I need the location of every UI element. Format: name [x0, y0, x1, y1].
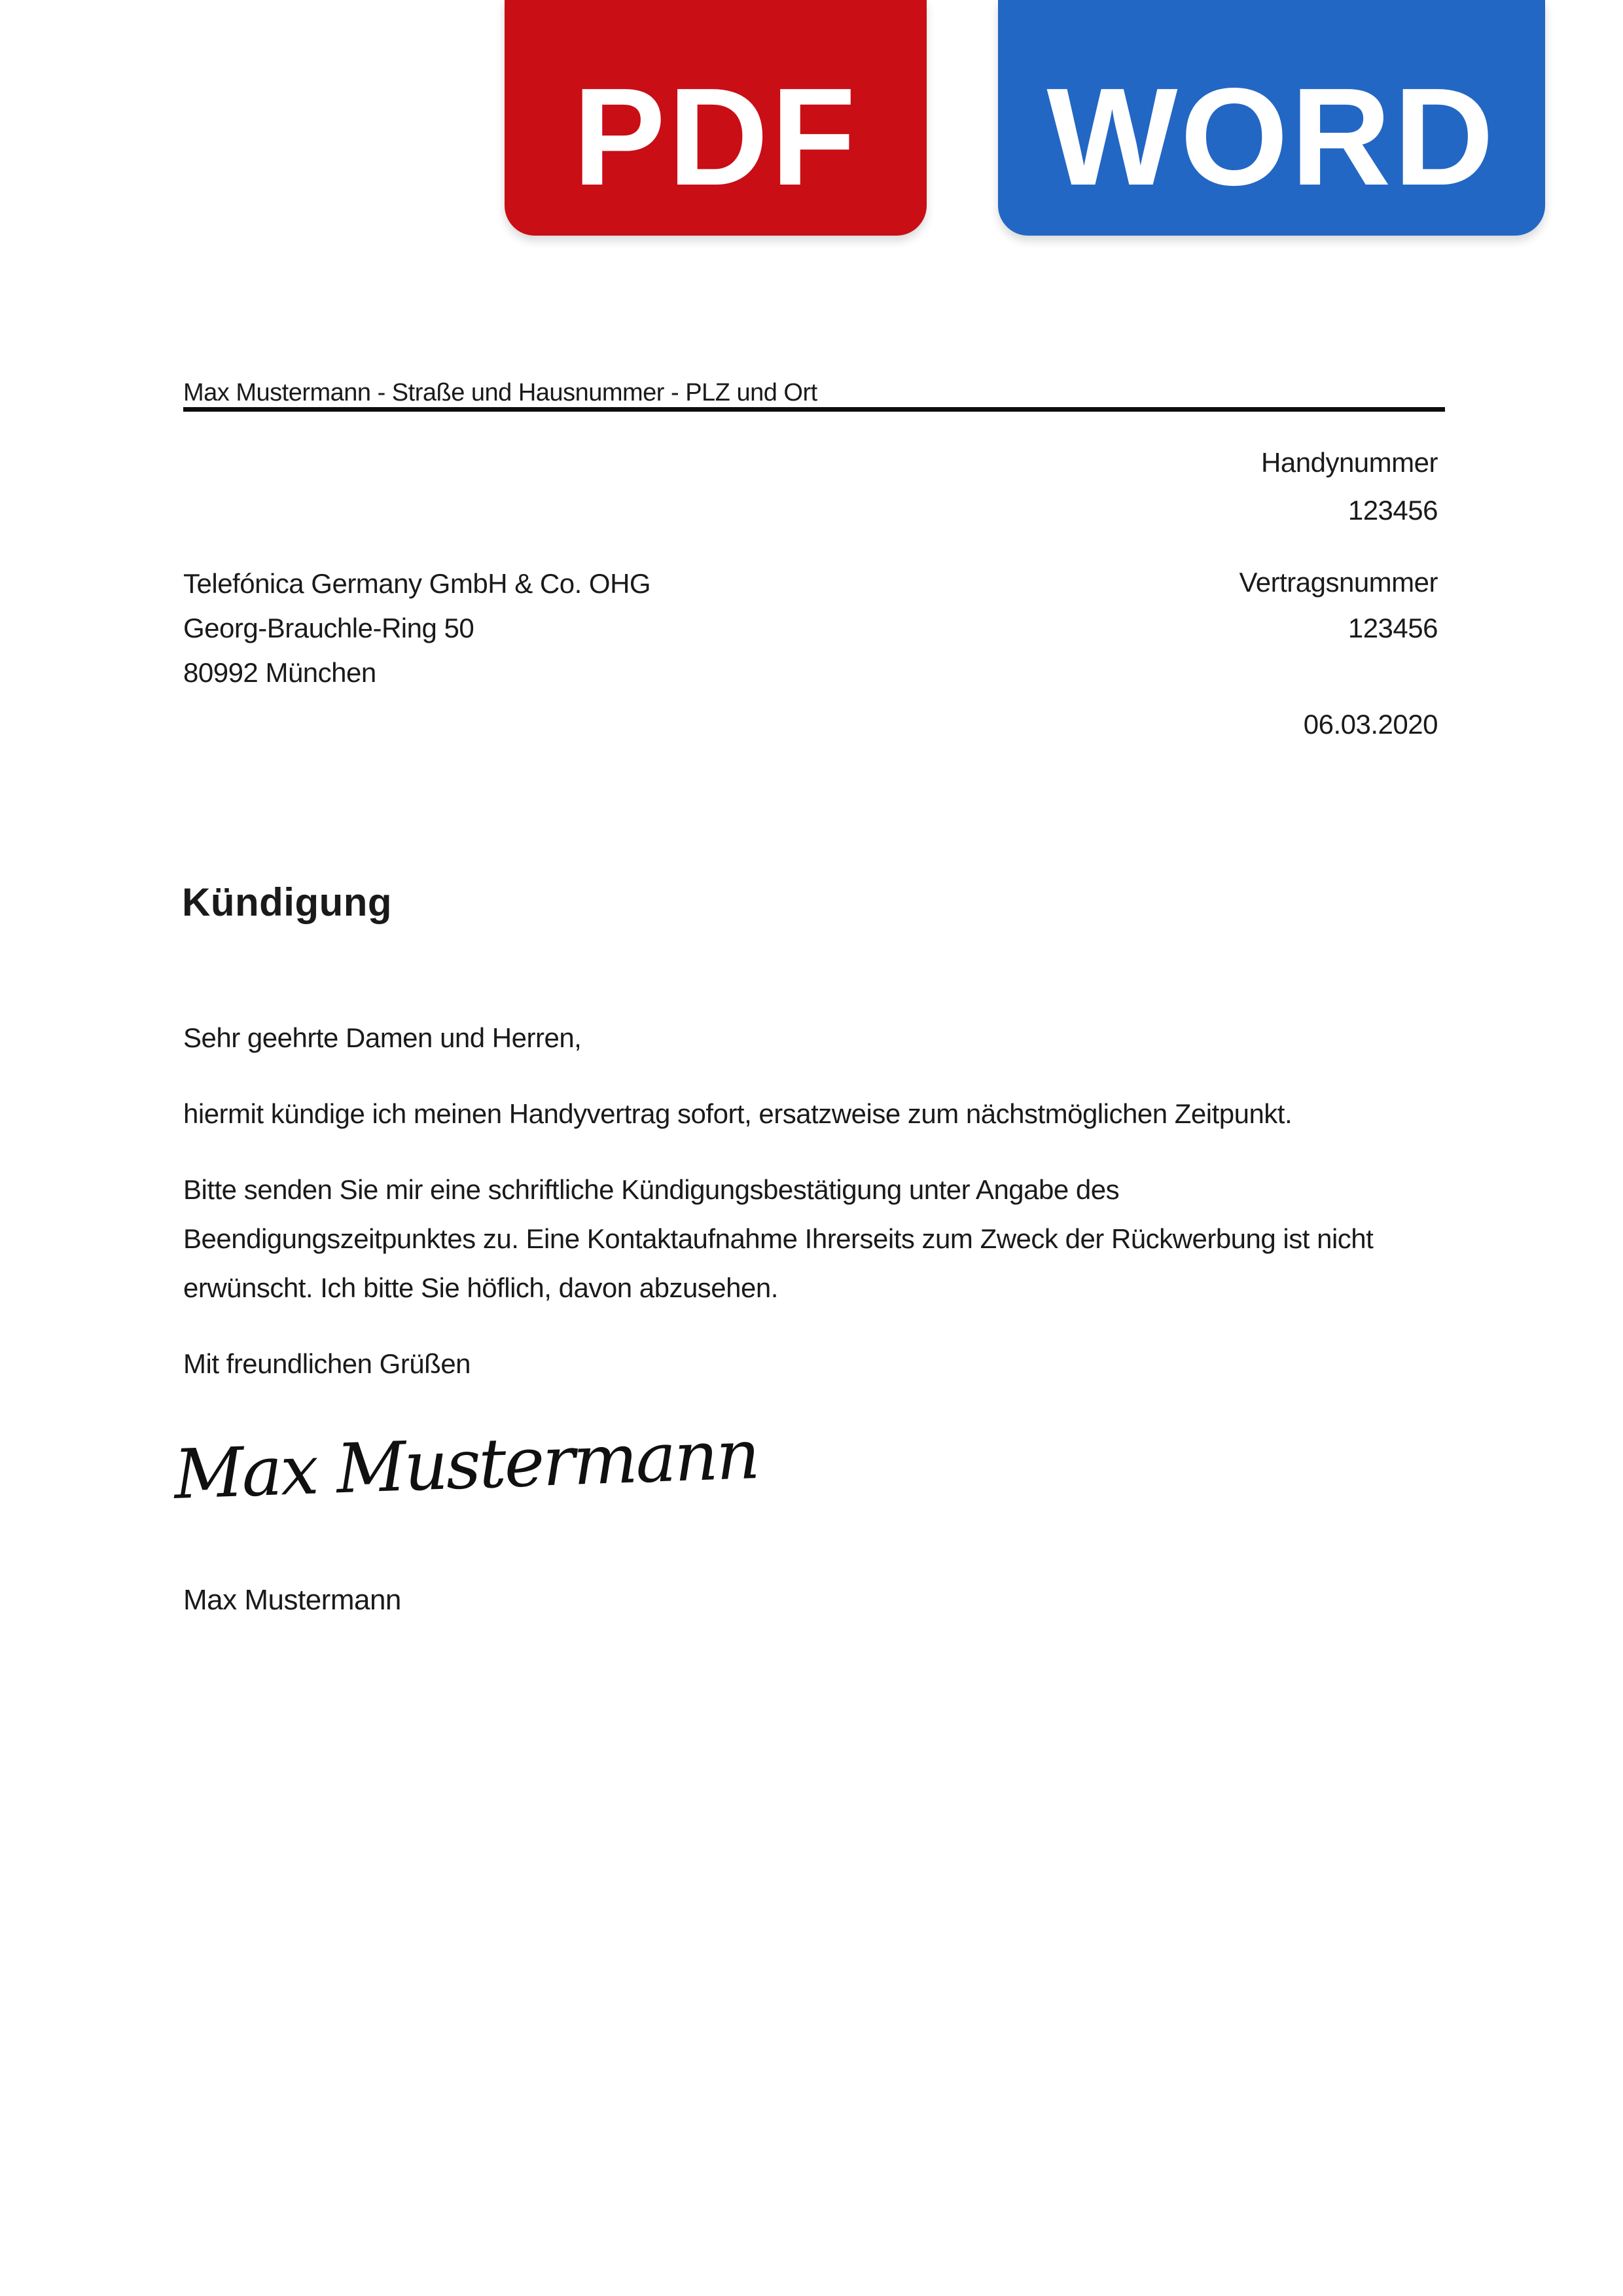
sender-address-line: Max Mustermann - Straße und Hausnummer - PLZ und Ort	[183, 379, 817, 406]
salutation-paragraph	[183, 1013, 1466, 1062]
recipient-street: Georg-Brauchle-Ring 50	[183, 613, 474, 643]
confirmation-request-paragraph	[183, 1165, 1466, 1312]
cancellation-paragraph	[183, 1089, 1466, 1138]
subject-heading: Kündigung	[182, 880, 393, 924]
contract-number-label: Vertragsnummer	[1239, 567, 1438, 598]
pdf-download-label: PDF	[573, 59, 859, 214]
body-line: Sehr geehrte Damen und Herren,	[183, 1022, 582, 1053]
body-line: hiermit kündige ich meinen Handyvertrag sofort, ersatzweise zum nächstmöglichen Zeitpunkt.	[183, 1098, 1293, 1129]
closing-paragraph	[183, 1339, 1466, 1388]
letter-body	[183, 1013, 1466, 1415]
phone-number-label: Handynummer	[1261, 447, 1438, 478]
printed-signature-name: Max Mustermann	[183, 1584, 401, 1616]
sender-divider-rule	[183, 407, 1445, 412]
body-line: Mit freundlichen Grüßen	[183, 1348, 471, 1379]
recipient-company: Telefónica Germany GmbH & Co. OHG	[183, 568, 651, 599]
letter-date: 06.03.2020	[1303, 709, 1438, 740]
recipient-city: 80992 München	[183, 657, 376, 688]
contract-number-value: 123456	[1347, 613, 1438, 643]
word-download-label: WORD	[1046, 59, 1497, 214]
body-line: erwünscht. Ich bitte Sie höflich, davon abzusehen.	[183, 1272, 778, 1303]
body-line: Bitte senden Sie mir eine schriftliche Kündigungsbestätigung unter Angabe des	[183, 1174, 1120, 1205]
handwritten-signature: Max Mustermann	[172, 1414, 760, 1515]
word-download-button[interactable]	[998, 0, 1545, 236]
recipient-address-block	[183, 562, 651, 695]
phone-number-value: 123456	[1347, 495, 1438, 526]
pdf-download-button[interactable]	[505, 0, 927, 236]
body-line: Beendigungszeitpunktes zu. Eine Kontaktaufnahme Ihrerseits zum Zweck der Rückwerbung ist nicht	[183, 1223, 1374, 1254]
